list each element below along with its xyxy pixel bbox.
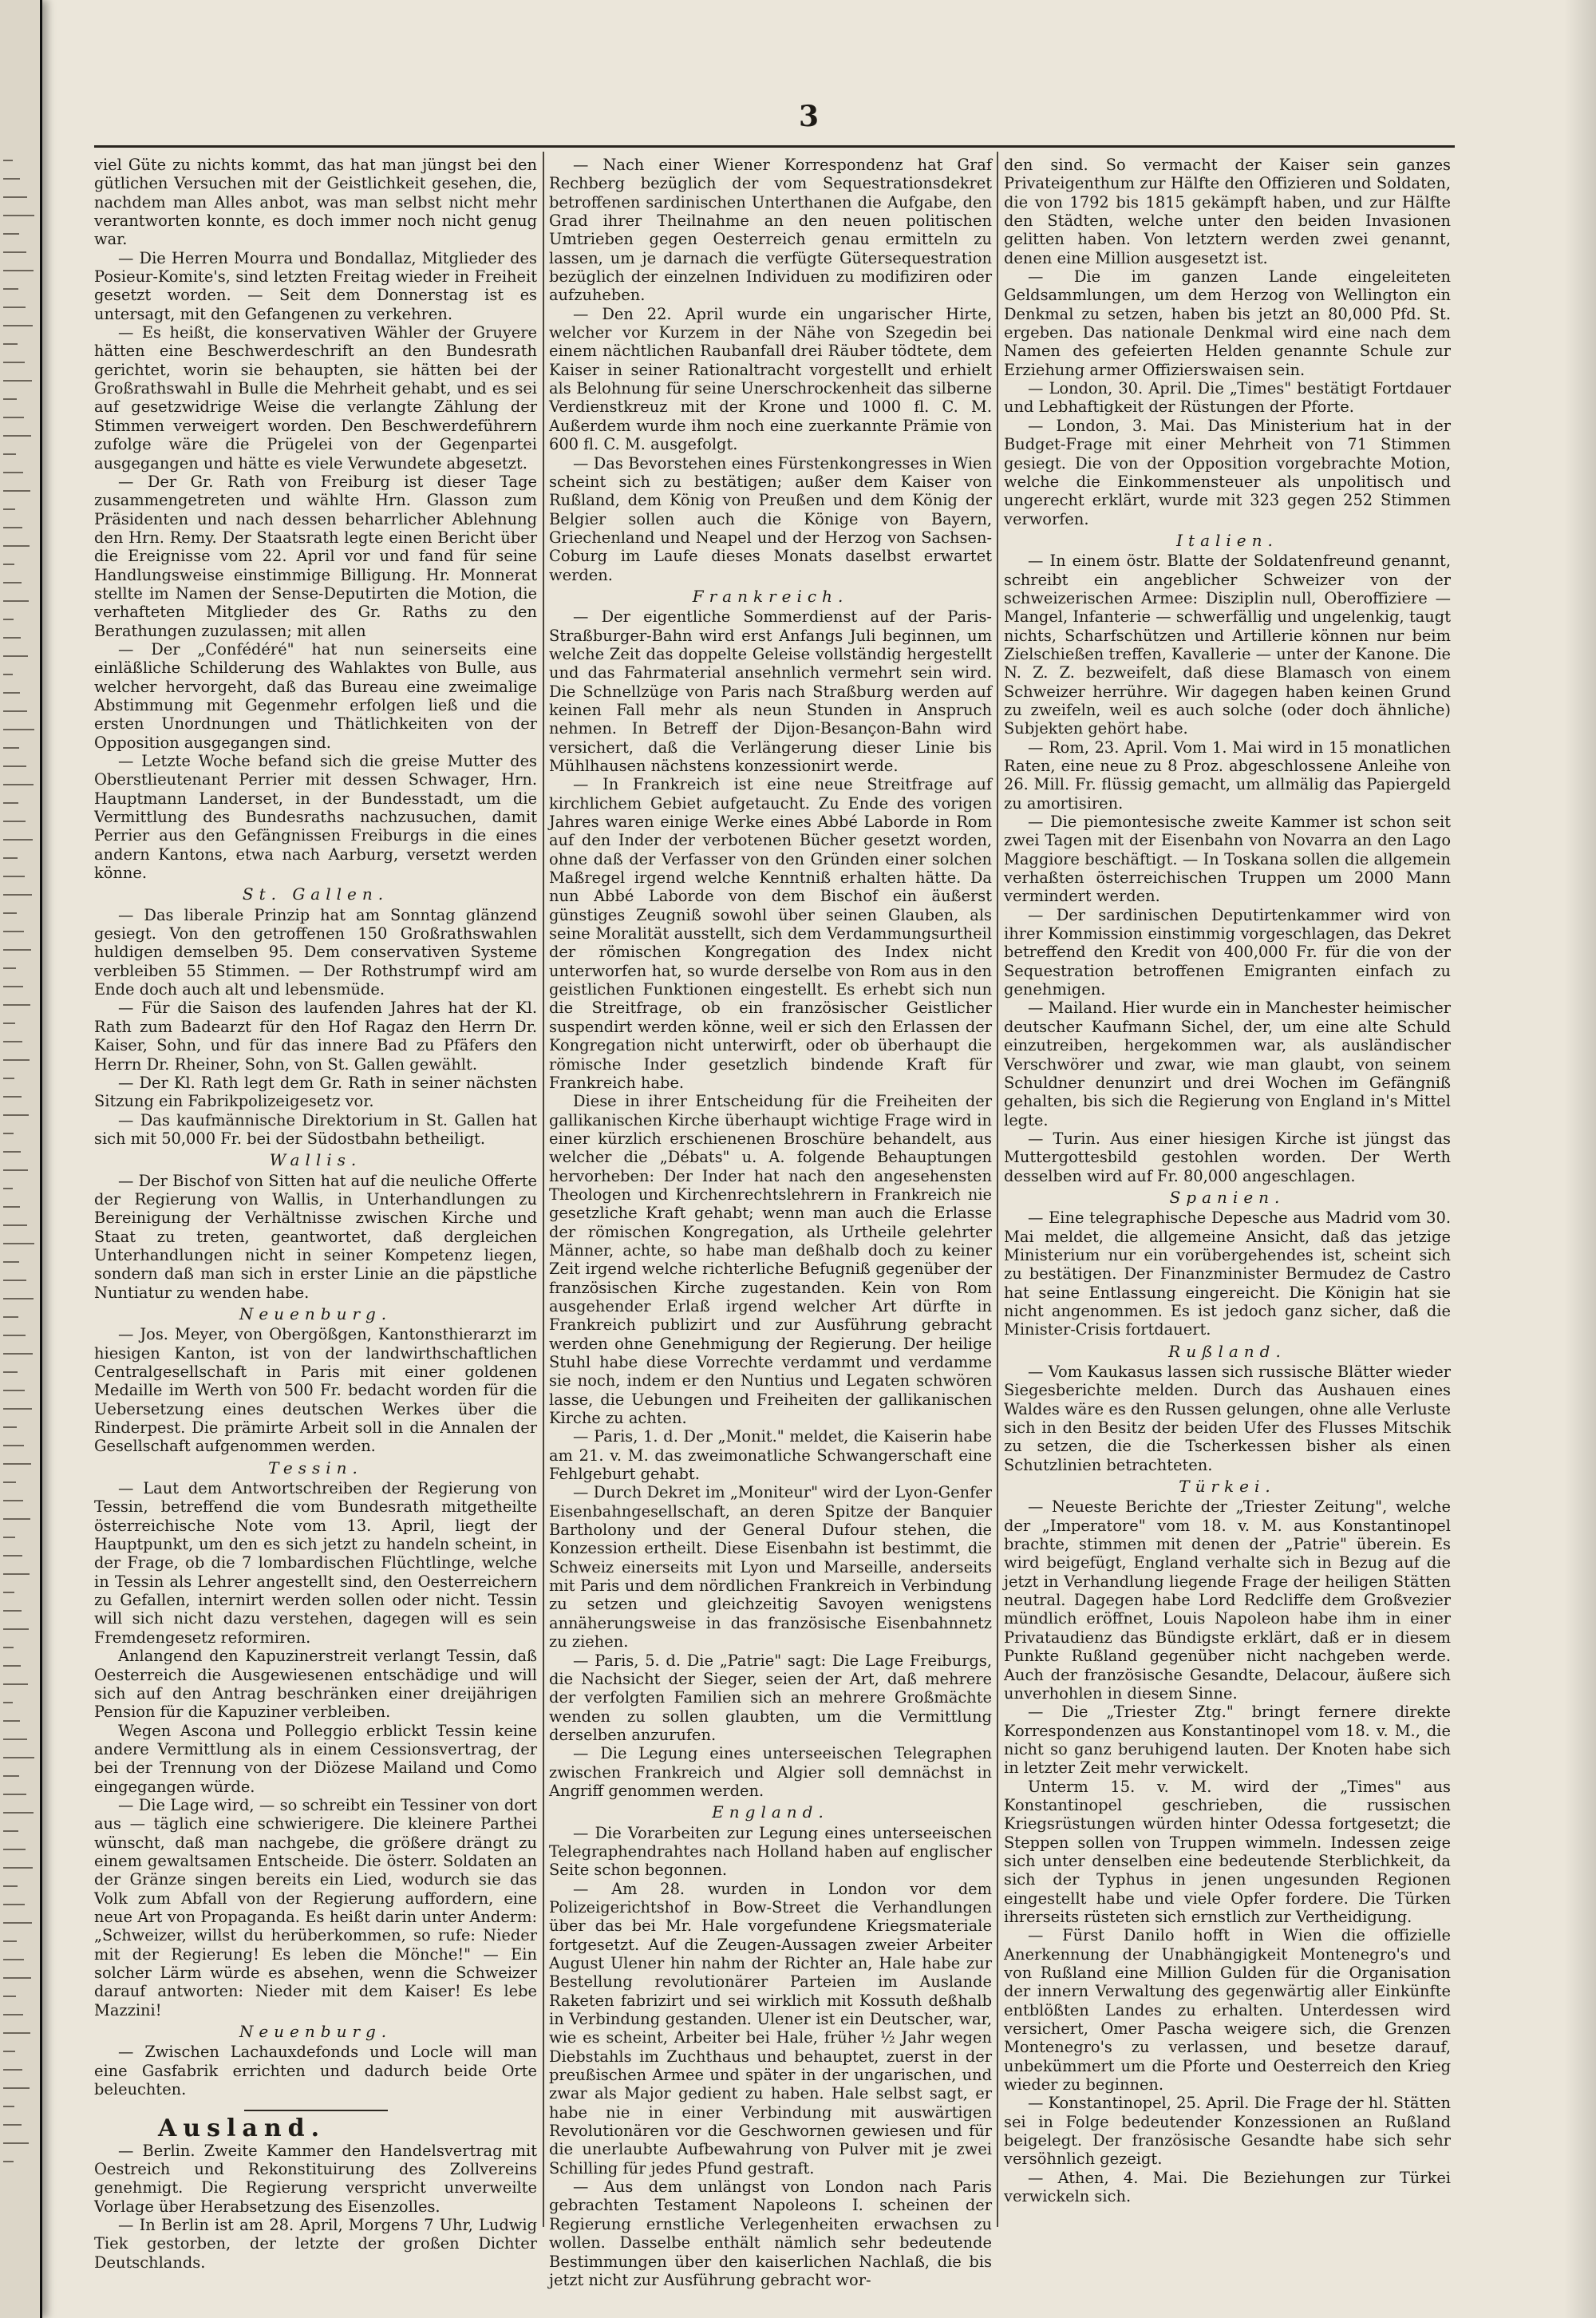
section-heading-neuenburg: Neuenburg. — [239, 1303, 393, 1323]
article-paragraph: Unterm 15. v. M. wird der „Times" aus Konstantinopel geschrieben, die russischen Kriegsrüstungen würden hinter Odessa fortgesetzt; die Steppen sollen von Truppen wimmeln. Indessen zeige sich unter denselben eine bedeutende Sterblichkeit, da sich der Typhus in jenen ungesunden Regionen eingestellt habe und viele Opfer fordere. Die Türken ihrerseits rüsteten sich ernstlich zur Vertheidigung. — [1004, 1777, 1451, 1926]
facing-page-text-fragment — [3, 1757, 34, 1758]
facing-page-text-fragment — [3, 564, 14, 565]
facing-page-text-fragment — [3, 1188, 13, 1189]
article-paragraph: den sind. So vermacht der Kaiser sein ganzes Privateigenthum zur Hälfte den Offizieren und Soldaten, die von 1792 bis 1815 gekämpft haben, und zur Hälfte den Städten, welche unter den beiden Invasionen gelitten haben. Von letztern werden zwei genannt, denen eine Million ausgesetzt ist. — [1004, 156, 1451, 267]
facing-page-text-fragment — [3, 1371, 18, 1373]
article-paragraph: — Neueste Berichte der „Triester Zeitung", welche der „Imperatore" vom 18. v. M. aus Konstantinopel brachte, stimmen mit denen der „Patrie" überein. Es wird beigefügt, England verhalte sich in Bezug auf die jetzt in Verhandlung liegende Frage der heiligen Stätten neutral. Dagegen habe Lord Redcliffe dem Großvezier mündlich eröffnet, Louis Napoleon habe ihm in einer Privataudienz das Bündigste erklärt, daß er in diesem Punkte Rußland gegenüber nicht nachgeben werde. Auch der französische Gesandte, Delacour, äußere sich unverhohlen in diesem Sinne. — [1004, 1497, 1451, 1703]
article-paragraph: — Der Bischof von Sitten hat auf die neuliche Offerte der Regierung von Wallis, in Unterhandlungen zu Bereinigung der Verhältnisse zwischen Kirche und Staat zu treten, geantwortet, daß dergleichen Unterhandlungen nicht in seiner Kompetenz liegen, sondern daß man sich in erster Linie an die päpstliche Nuntiatur zu wenden habe. — [94, 1171, 537, 1302]
facing-page-text-fragment — [3, 508, 15, 510]
section-heading-russland: Rußland. — [1168, 1341, 1286, 1361]
facing-page-text-fragment — [3, 1573, 30, 1575]
article-paragraph: Diese in ihrer Entscheidung für die Freiheiten der gallikanischen Kirche überhaupt wichtige Frage wird in einer kürzlich erschienenen Broschüre behandelt, aus welcher die „Débats" u. A. folgende Behauptungen hervorheben: Der Inder hat nach den angesehensten Theologen und Kirchenrechtslehrern in Frankreich nie gesetzliche Kraft gehabt; wenn man auch die Erlasse der römischen Kongregation, als Urtheile gelehrter Männer, achte, so habe man deßhalb doch zu keiner Zeit irgend welche richterliche Befugniß gegenüber der französischen Kirche zugestanden. Kein von Rom ausgehender Erlaß irgend welcher Art dürfte in Frankreich publizirt und zur Ausführung gebracht werden ohne Genehmigung der Regierung. Der heilige Stuhl habe diese Vorrechte verdammt und verdamme sie noch, indem er den Nuntius und Legaten schwören lasse, die Uebungen und Freiheiten der gallikanischen Kirche zu achten. — [549, 1092, 992, 1428]
facing-page-text-fragment — [3, 1702, 13, 1703]
header-rule — [94, 145, 1455, 148]
facing-page-text-fragment — [3, 1849, 26, 1850]
facing-page-text-fragment — [3, 1977, 31, 1979]
facing-page-text-fragment — [3, 1059, 30, 1061]
article-paragraph: — Athen, 4. Mai. Die Beziehungen zur Türkei verwickeln sich. — [1004, 2168, 1451, 2206]
facing-page-text-fragment — [3, 2161, 14, 2162]
facing-page-text-fragment — [3, 1775, 19, 1777]
facing-page-text-fragment — [3, 380, 32, 382]
facing-page-text-fragment — [3, 343, 18, 345]
article-paragraph: — Durch Dekret im „Moniteur" wird der Lyon-Genfer Eisenbahngesellschaft, an deren Spitze der Banquier Bartholony und der General Dufour stehen, die Konzession ertheilt. Diese Eisenbahn ist bestimmt, die Schweiz einerseits mit Lyon und Marseille, anderseits mit Paris und dem nördlichen Frankreich in Verbindung zu setzen und gleichzeitig Savoyen wenigstens annäherungsweise in das französische Eisenbahnnetz zu ziehen. — [549, 1483, 992, 1651]
facing-page-text-fragment — [3, 1316, 18, 1318]
article-paragraph: — Vom Kaukasus lassen sich russische Blätter wieder Siegesberichte melden. Durch das Aushauen eines Waldes wäre es den Russen gelungen, ohne alle Verluste sich in den Besitz der beiden Ufer des Flusses Mitschik zu setzen, die die Tscherkessen bisher als einen Schutzlinien betrachteten. — [1004, 1363, 1451, 1474]
facing-page-text-fragment — [3, 1537, 15, 1538]
article-paragraph: — Nach einer Wiener Korrespondenz hat Graf Rechberg bezüglich der vom Sequestrationsdekret betroffenen sardinischen Unterthanen die Aufgabe, den Grad ihrer Theilnahme an den neuen politischen Umtrieben gegen Oesterreich genau ermitteln zu lassen, um je darnach die verfügte Gütersequestration bezüglich der einzelnen Individuen zu modifiziren oder aufzuheben. — [549, 156, 992, 305]
article-paragraph: — In einem östr. Blatte der Soldatenfreund genannt, schreibt ein angeblicher Schweizer von der schweizerischen Armee: Disziplin null, Oberoffiziere — Mangel, Infanterie — schwerfällig und ungelenkig, taugt nichts, Scharfschützen und Artillerie können nur beim Zielschießen treffen, Kavallerie — unter der Kanone. Die N. Z. Z. bezweifelt, daß diese Blamasch von einem Schweizer herrühre. Wir dagegen haben keinen Grund zu zweifeln, weil es auch solche (oder doch ähnliche) Subjekten gehört habe. — [1004, 552, 1451, 738]
article-paragraph: — London, 30. April. Die „Times" bestätigt Fortdauer und Lebhaftigkeit der Rüstungen der Pforte. — [1004, 379, 1451, 417]
facing-page-text-fragment — [3, 2142, 29, 2144]
facing-page-text-fragment — [3, 1114, 29, 1116]
article-paragraph: — Die piemontesische zweite Kammer ist schon seit zwei Tagen mit der Eisenbahn von Novarra an den Lago Maggiore beschäftigt. — In Toskana sollen die allgemein verhaßten österreichischen Truppen um 2000 Mann vermindert werden. — [1004, 813, 1451, 906]
facing-page-text-fragment — [3, 1996, 16, 1997]
facing-page-text-fragment — [3, 1904, 25, 1905]
section-heading-england: England. — [712, 1802, 829, 1822]
facing-page-text-fragment — [3, 307, 26, 308]
facing-page-text-fragment — [3, 1959, 24, 1960]
facing-page-text-fragment — [3, 2124, 22, 2126]
section-heading-frankreich: Frankreich. — [692, 586, 849, 606]
facing-page-text-fragment — [3, 2051, 15, 2052]
facing-page-text-fragment — [3, 857, 18, 859]
section-heading-wallis: Wallis. — [269, 1150, 362, 1170]
article-paragraph: — In Frankreich ist eine neue Streitfrage auf kirchlichem Gebiet aufgetaucht. Zu Ende des vorigen Jahres waren einige Werke eines Abbé Laborde in Rom auf den Inder der verbotenen Bücher gesetzt worden, ohne daß der Verfasser von den Gründen einer solchen Maßregel irgend welche Kenntniß erhalten hätte. Da nun Abbé Laborde von dem Bischof ein äußerst günstiges Zeugniß sowohl über seinen Glauben, als seine Moralität ausstellt, sich dem Verdammungsurtheil der römischen Kongregation des Index nicht unterworfen hat, so wurde derselbe von Rom aus in den geistlichen Funktionen eingestellt. Es erhebt sich nun die Streitfrage, ob ein französischer Geistlicher suspendirt werden könne, weil er sich den Erlassen der Kongregation nicht unterwirft, oder ob überhaupt die römische Inder gesetzlich bindende Kraft für Frankreich habe. — [549, 775, 992, 1092]
column-1 — [94, 156, 537, 2272]
facing-page-text-fragment — [3, 1555, 22, 1557]
article-paragraph: — Zwischen Lachauxdefonds und Locle will man eine Gasfabrik errichten und dadurch beide Orte beleuchten. — [94, 2043, 537, 2099]
section-heading-st-gallen: St. Gallen. — [242, 884, 389, 904]
facing-page-text-fragment — [3, 527, 22, 528]
facing-page-text-fragment — [3, 1335, 26, 1336]
facing-page-text-fragment — [3, 1885, 18, 1887]
article-paragraph: — Den 22. April wurde ein ungarischer Hirte, welcher vor Kurzem in der Nähe von Szegedin bei einem nächtlichen Raubanfall drei Räuber tödtete, dem Kaiser in seiner Rationaltracht vorgestellt und erhielt als Belohnung für seine Unerschrockenheit das silberne Verdienstkreuz mit der Krone und 1000 fl. C. M. Außerdem wurde ihm noch eine zuerkannte Prämie von 600 fl. C. M. ausgefolgt. — [549, 304, 992, 454]
article-paragraph: — Die im ganzen Lande eingeleiteten Geldsammlungen, um dem Herzog von Wellington ein Denkmal zu setzen, haben bis jetzt an 80,000 Pfd. St. ergeben. Das nationale Denkmal wird eine nach dem Namen des gefeierten Helden genannte Schule zur Erziehung armer Offizierswaisen sein. — [1004, 267, 1451, 379]
article-paragraph: — Die Lage wird, — so schreibt ein Tessiner von dort aus — täglich eine schwierigere. Die kleinere Parthei wünscht, daß man nachgebe, die größere drängt zu einem gewaltsamen Entscheide. Die österr. Soldaten an der Gränze singen bereits ein Lied, wodurch sie das Volk zum Abfall von der Regierung auffordern, eine neue Art von Propaganda. Es heißt darin unter Anderm: „Schweizer, willst du herüberkommen, so rufe: Nieder mit der Regierung! Es leben die Mönche!" — Ein solcher Lärm würde es absehen, wenn die Schweizer darauf antworten: Nieder mit dem Kaiser! Es lebe Mazzini! — [94, 1795, 537, 2019]
facing-page-text-fragment — [3, 435, 31, 437]
facing-page-text-fragment — [3, 1280, 26, 1281]
article-paragraph: — Die Vorarbeiten zur Legung eines unterseeischen Telegraphendrahtes nach Holland haben auf englischer Seite schon begonnen. — [549, 1823, 992, 1880]
article-paragraph: — In Berlin ist am 28. April, Morgens 7 Uhr, Ludwig Tiek gestorben, der letzte der großen Dichter Deutschlands. — [94, 2216, 537, 2272]
facing-page-text-fragment — [3, 2014, 23, 2015]
facing-page-text-fragment — [3, 1683, 28, 1685]
column-2 — [549, 156, 992, 2289]
facing-page-text-fragment — [3, 472, 23, 473]
facing-page-text-fragment — [3, 1096, 22, 1098]
article-paragraph: Anlangend den Kapuzinerstreit verlangt Tessin, daß Oesterreich die Ausgewiesenen entschädige und will sich auf den Antrag beschränken einer dreijährigen Pension für die Kapuziner verbleiben. — [94, 1647, 537, 1722]
facing-page-text-fragment — [3, 196, 27, 198]
facing-page-text-fragment — [3, 674, 13, 675]
article-paragraph: — Die Legung eines unterseeischen Telegraphen zwischen Frankreich und Algier soll demnächst in Angriff genommen werden. — [549, 1744, 992, 1800]
page-number: 3 — [798, 100, 820, 133]
facing-page-text-fragment — [3, 398, 17, 400]
facing-page-text-fragment — [3, 1610, 22, 1612]
facing-page-text-fragment — [3, 288, 18, 290]
facing-page-text-fragment — [3, 784, 34, 785]
facing-page-text-fragment — [3, 949, 31, 951]
article-paragraph: — Der Gr. Rath von Freiburg ist dieser Tage zusammengetreten und wählte Hrn. Glasson zum Präsidenten und nach dessen beharrlicher Ablehnung den Hrn. Remy. Der Staatsrath legte einen Bericht über die Ereignisse vom 22. April vor und fand für seine Handlungsweise einstimmige Billigung. Hr. Monnerat stellte im Namen der Sense-Deputirten die Motion, die verhafteten Mitglieder des Gr. Raths zu den Berathungen zuzulassen; mit allen — [94, 472, 537, 640]
facing-page-text-fragment — [3, 1298, 34, 1299]
facing-page-text-fragment — [3, 178, 20, 180]
facing-page-text-fragment — [3, 1390, 25, 1391]
facing-page-text-fragment — [3, 160, 13, 161]
facing-page-text-fragment — [3, 765, 26, 767]
facing-page-text-fragment — [3, 1665, 21, 1667]
facing-page-text-fragment — [3, 821, 26, 822]
article-paragraph: — Eine telegraphische Depesche aus Madrid vom 30. Mai meldet, die allgemeine Ansicht, daß das jetzige Ministerium nur ein vorübergehendes ist, scheint sich zu bestätigen. Der Finanzminister Bermudez de Castro hat seine Entlassung eingereicht. Die Königin hat sie nicht angenommen. Es ist jedoch ganz sicher, daß die Minister-Crisis fortdauert. — [1004, 1208, 1451, 1339]
facing-page-text-fragment — [3, 1206, 20, 1208]
article-paragraph: — Fürst Danilo hofft in Wien die offizielle Anerkennung der Unabhängigkeit Montenegro's und von Rußland eine Million Gulden für die Organisation der innern Verwaltung des gegenwärtig aller Einkünfte entblößten Landes zu erhalten. Unterdessen wird versichert, Omer Pascha weigere sich, die Grenzen Montenegro's zu verlassen, und besetze darauf, unbekümmert um die Pforte und Oesterreich den Krieg wieder zu beginnen. — [1004, 1926, 1451, 2095]
facing-page-text-fragment — [3, 986, 23, 987]
facing-page-text-fragment — [3, 1738, 27, 1740]
facing-page-text-fragment — [3, 1940, 17, 1942]
facing-page-text-fragment — [3, 1408, 32, 1410]
facing-page-text-fragment — [3, 2106, 14, 2107]
facing-page-text-fragment — [3, 802, 18, 804]
facing-page-text-fragment — [3, 233, 19, 235]
article-paragraph: — Letzte Woche befand sich die greise Mutter des Oberstlieutenant Perrier mit dessen Schwager, Hrn. Hauptmann Landerset, in der Bundesstadt, um die Vermittlung des Bundesraths nachzusuchen, damit Perrier aus den Gefängnissen Freiburgs in die eines andern Kantons, etwa nach Aarburg, versetzt werden könne. — [94, 752, 537, 883]
facing-page-text-fragment — [3, 967, 16, 969]
facing-page-text-fragment — [3, 1041, 22, 1042]
section-separator — [244, 2110, 388, 2111]
facing-page-text-fragment — [3, 729, 34, 730]
article-paragraph: — Konstantinopel, 25. April. Die Frage der hl. Stätten sei in Folge bedeutender Konzessionen an Rußland beigelegt. Der französische Gesandte habe sich sehr versöhnlich gezeigt. — [1004, 2094, 1451, 2169]
facing-page-text-fragment — [3, 1922, 32, 1924]
facing-page-text-fragment — [3, 894, 32, 896]
article-paragraph: — London, 3. Mai. Das Ministerium hat in der Budget-Frage mit einer Mehrheit von 71 Stimmen gesiegt. Die von der Opposition vorgebrachte Motion, welche die Einkommensteuer als unpolitisch und ungerecht erklärt, wurde mit 323 gegen 252 Stimmen verworfen. — [1004, 416, 1451, 528]
facing-page-text-fragment — [3, 1261, 19, 1263]
section-heading-spanien: Spanien. — [1169, 1187, 1286, 1207]
article-paragraph: — Aus dem unlängst von London nach Paris gebrachten Testament Napoleons I. scheinen der Regierung ernstliche Verlegenheiten erwachsen zu wollen. Dasselbe enthält nämlich sehr bedeutende Bestimmungen über den kaiserlichen Nachlaß, die bis jetzt nicht zur Ausführung gebracht wor- — [549, 2178, 992, 2289]
facing-page-text-fragment — [3, 1023, 15, 1024]
facing-page-text-fragment — [3, 655, 28, 657]
facing-page-text-fragment — [3, 2087, 30, 2089]
article-paragraph: — Für die Saison des laufenden Jahres hat der Kl. Rath zum Badearzt für den Hof Ragaz den Herrn Dr. Kaiser, Sohn, und für das innere Bad zu Pfäfers den Herrn Dr. Rheiner, Sohn, von St. Gallen gewählt. — [94, 999, 537, 1074]
article-paragraph: viel Güte zu nichts kommt, das hat man jüngst bei den gütlichen Versuchen mit der Geistlichkeit gesehen, die, nachdem man Alles anbot, was man selbst nicht mehr verantworten konnte, es doch immer noch nicht genug war. — [94, 156, 537, 249]
facing-page-text-fragment — [3, 710, 27, 712]
facing-page-text-fragment — [3, 1500, 23, 1501]
section-heading-neuenburg-2: Neuenburg. — [239, 2022, 393, 2042]
column-divider-1 — [543, 152, 544, 2227]
facing-page-text-fragment — [3, 1830, 18, 1832]
article-paragraph: Wegen Ascona und Polleggio erblickt Tessin keine andere Vermittlung als in einem Cessionsvertrag, der bei der Trennung von der Diözese Mailand und Como eingegangen würde. — [94, 1721, 537, 1796]
article-paragraph: — Berlin. Zweite Kammer den Handelsvertrag mit Oestreich und Rekonstituirung des Zollvereins genehmigt. Die Regierung verspricht unverweilte Vorlage über Herabsetzung des Eisenzolles. — [94, 2141, 537, 2216]
article-paragraph: — Paris, 1. d. Der „Monit." meldet, die Kaiserin habe am 21. v. M. das zweimonatliche Schwangerschaft eine Fehlgeburt gehabt. — [549, 1427, 992, 1484]
facing-page-text-fragment — [3, 1004, 30, 1006]
newspaper-page — [22, 0, 1596, 2318]
facing-page-text-fragment — [3, 1133, 14, 1134]
article-paragraph: — Der „Confédéré" hat nun seinerseits eine einläßliche Schilderung des Wahlaktes von Bulle, aus welcher hervorgeht, daß das Bureau eine zweimalige Abstimmung mit Gegenmehr erfolgen ließ und die ersten Unordnungen und Thätlichkeiten von der Opposition ausgegangen sind. — [94, 639, 537, 752]
column-3 — [1004, 156, 1451, 2254]
facing-page-text-fragment — [3, 545, 30, 547]
facing-page-text-fragment — [3, 490, 30, 492]
facing-page-text-fragment — [3, 1481, 16, 1483]
facing-page-text-fragment — [3, 1463, 31, 1465]
article-paragraph: — Turin. Aus einer hiesigen Kirche ist jüngst das Muttergottesbild gestohlen worden. Der Werth desselben wird auf Fr. 80,000 angeschlagen. — [1004, 1129, 1451, 1185]
article-paragraph: — Rom, 23. April. Vom 1. Mai wird in 15 monatlichen Raten, eine neue zu 8 Proz. abgeschlossene Anleihe von 26. Mill. Fr. flüssig gemacht, um allmälig das Papiergeld zu amortisiren. — [1004, 738, 1451, 813]
facing-page-text-fragment — [3, 1426, 17, 1428]
facing-page-text-fragment — [3, 1794, 26, 1795]
section-heading-italien: Italien. — [1176, 530, 1278, 550]
facing-page-text-fragment — [3, 1647, 14, 1648]
facing-page-text-fragment — [3, 325, 33, 326]
facing-page-text-fragment — [3, 1169, 28, 1171]
article-paragraph: — Das liberale Prinzip hat am Sonntag glänzend gesiegt. Von den getroffenen 150 Großrathswahlen huldigen demselben 95. Dem conservativen Systeme verbleiben 55 Stimmen. — Der Rothstrumpf wird am Ende doch auch alt und lebensmüde. — [94, 905, 537, 999]
facing-page-text-fragment — [3, 1243, 34, 1244]
article-paragraph: — Mailand. Hier wurde ein in Manchester heimischer deutscher Kaufmann Sichel, der, um eine alte Schuld einzutreiben, hergekommen war, als ausländischer Verschwörer und zwar, wie man glaubt, von seinem Schuldner denunzirt und drei Wochen im Gefängniß gehalten, bis sich die Regierung von England in's Mittel legte. — [1004, 999, 1451, 1129]
facing-page-text-fragment — [3, 1628, 29, 1630]
article-paragraph: — Es heißt, die konservativen Wähler der Gruyere hätten eine Beschwerdeschrift an den Bundesrath gerichtet, worin sie behaupten, sie hätten bei der Großrathswahl in Bulle die Mehrheit gehabt, und es sei auf gesetzwidrige Weise die verlangte Zählung der Stimmen verweigert worden. Den Beschwerdeführern zufolge wäre die Prügelei von der Gegenpartei ausgegangen und hätte es viele Verwundete abgesetzt. — [94, 323, 537, 473]
article-paragraph: — Jos. Meyer, von Obergößgen, Kantonsthierarzt im hiesigen Kanton, ist von der landwirthschaftlichen Centralgesellschaft in Paris mit einer goldenen Medaille im Werth von 500 Fr. bedacht worden für die Uebersetzung eines deutschen Werkes über die Rinderpest. Die prämirte Arbeit soll in die Annalen der Gesellschaft aufgenommen werden. — [94, 1325, 537, 1456]
facing-page-text-fragment — [3, 637, 21, 639]
facing-page-text-fragment — [3, 600, 29, 602]
section-heading-tessin: Tessin. — [268, 1458, 363, 1477]
facing-page-text-fragment — [3, 1592, 14, 1593]
article-paragraph: — Der eigentliche Sommerdienst auf der Paris-Straßburger-Bahn wird erst Anfangs Juli beginnen, um welche Zeit das doppelte Geleise vollständig hergestellt und das Fahrmaterial ansehnlich vermehrt sein wird. Die Schnellzüge von Paris nach Straßburg werden auf keinen Fall mehr als neun Stunden in Anspruch nehmen. In Betreff der Dijon-Besançon-Bahn wird versichert, daß die Verlängerung dieser Linie bis Mühlhausen nächstens konzessionirt werde. — [549, 607, 992, 775]
article-paragraph: — Die „Triester Ztg." bringt fernere direkte Korrespondenzen aus Konstantinopel vom 18. v. M., die nicht so ganz beruhigend lauten. Der Knoten habe sich in letzter Zeit mehr verwickelt. — [1004, 1703, 1451, 1778]
facing-page-text-fragment — [3, 692, 20, 694]
section-heading-tuerkei: Türkei. — [1179, 1477, 1276, 1497]
section-heading-ausland: Ausland. — [158, 2114, 326, 2143]
facing-page-text-fragment — [3, 1518, 30, 1520]
article-paragraph: — Der Kl. Rath legt dem Gr. Rath in seiner nächsten Sitzung ein Fabrikpolizeigesetz vor. — [94, 1073, 537, 1111]
column-divider-2 — [997, 152, 998, 2227]
facing-page-text-fragment — [3, 1720, 20, 1722]
facing-page-text-fragment — [3, 747, 19, 749]
facing-page-text-fragment — [3, 931, 24, 932]
facing-page-text-fragment — [3, 251, 26, 253]
facing-page-text-fragment — [3, 362, 25, 363]
facing-page-text-fragment — [3, 912, 17, 914]
facing-page-text-fragment — [3, 2069, 22, 2071]
article-paragraph: — Das Bevorstehen eines Fürstenkongresses in Wien scheint sich zu bestätigen; außer dem Kaiser von Rußland, dem König von Preußen und dem König der Belgier sollen auch die Könige von Bayern, Griechenland und Neapel und der Herzog von Sachsen-Coburg im Laufe dieses Monats daselbst erwartet werden. — [549, 453, 992, 584]
previous-page-edge — [0, 0, 42, 2318]
facing-page-text-fragment — [3, 453, 16, 455]
facing-page-text-fragment — [3, 1812, 34, 1814]
facing-page-text-fragment — [3, 839, 33, 841]
page-edge-shadow — [1564, 0, 1596, 2318]
article-paragraph: — Der sardinischen Deputirtenkammer wird von ihrer Kommission einstimmig vorgeschlagen, das Dekret betreffend den Kredit von 400,000 Fr. für die von der Sequestration betroffenen Emigranten einfach zu genehmigen. — [1004, 905, 1451, 999]
article-paragraph: — Die Herren Mourra und Bondallaz, Mitglieder des Posieur-Komite's, sind letzten Freitag wieder in Freiheit gesetzt worden. — Seit dem Donnerstag ist es untersagt, mit den Gefangenen zu verkehren. — [94, 248, 537, 323]
article-paragraph: — Laut dem Antwortschreiben der Regierung von Tessin, betreffend die vom Bundesrath mitgetheilte österreichische Note vom 13. April, liegt der Hauptpunkt, um den es sich jetzt zu handeln scheint, in der Frage, ob die 7 lombardischen Flüchtlinge, welche in Tessin als Lehrer angestellt sind, den Oesterreichern zu Gefallen, internirt werden sollen oder nicht. Tessin will sich nicht dazu verstehen, dagegen will es sein Fremdengesetz reformiren. — [94, 1479, 537, 1647]
facing-page-text-fragment — [3, 270, 34, 271]
facing-page-text-fragment — [3, 582, 22, 583]
facing-page-text-fragment — [3, 1151, 21, 1153]
article-paragraph: — Das kaufmännische Direktorium in St. Gallen hat sich mit 50,000 Fr. bei der Südostbahn betheiligt. — [94, 1110, 537, 1148]
facing-page-text-fragment — [3, 1078, 14, 1079]
facing-page-text-fragment — [3, 876, 25, 877]
facing-page-text-fragment — [3, 1445, 24, 1446]
article-paragraph: — Paris, 5. d. Die „Patrie" sagt: Die Lage Freiburgs, die Nachsicht der Sieger, seien der Art, daß mehrere der verfolgten Familien sich an mehrere Großmächte wenden zu sollen glaubten, um die Vermittlung derselben anzurufen. — [549, 1651, 992, 1744]
facing-page-text-fragment — [3, 619, 14, 620]
facing-page-text-fragment — [3, 1353, 33, 1355]
article-paragraph: — Am 28. wurden in London vor dem Polizeigerichtshof in Bow-Street die Verhandlungen über das bei Mr. Hale vorgefundene Kriegsmateriale fortgesetzt. Auf die Zeugen-Aussagen zweier Arbeiter August Ulener hin nahm der Richter an, Hale habe zur Bestellung revolutionärer Parteien im Auslande Raketen fabrizirt und sei wirklich mit Kossuth deßhalb in Verbindung gestanden. Ulener ist ein Deutscher, war, wie es scheint, Arbeiter bei Hale, früher ½ Jahr wegen Diebstahls im Zuchthaus und behauptet, zuerst in der preußischen Armee und später in der ungarischen, und zwar als Major gedient zu haben. Hale selbst sagt, er habe nie in einer Verbindung mit auswärtigen Revolutionären vor die Geschwornen gewiesen und für die unerlaubte Aufbewahrung von Pulver mit je zwei Schilling für jedes Pfund gestraft. — [549, 1879, 992, 2178]
facing-page-text-fragment — [3, 1224, 27, 1226]
facing-page-text-fragment — [3, 2032, 30, 2034]
facing-page-text-fragment — [3, 417, 24, 418]
facing-page-text-fragment — [3, 1867, 33, 1869]
facing-page-text-fragment — [3, 215, 34, 216]
